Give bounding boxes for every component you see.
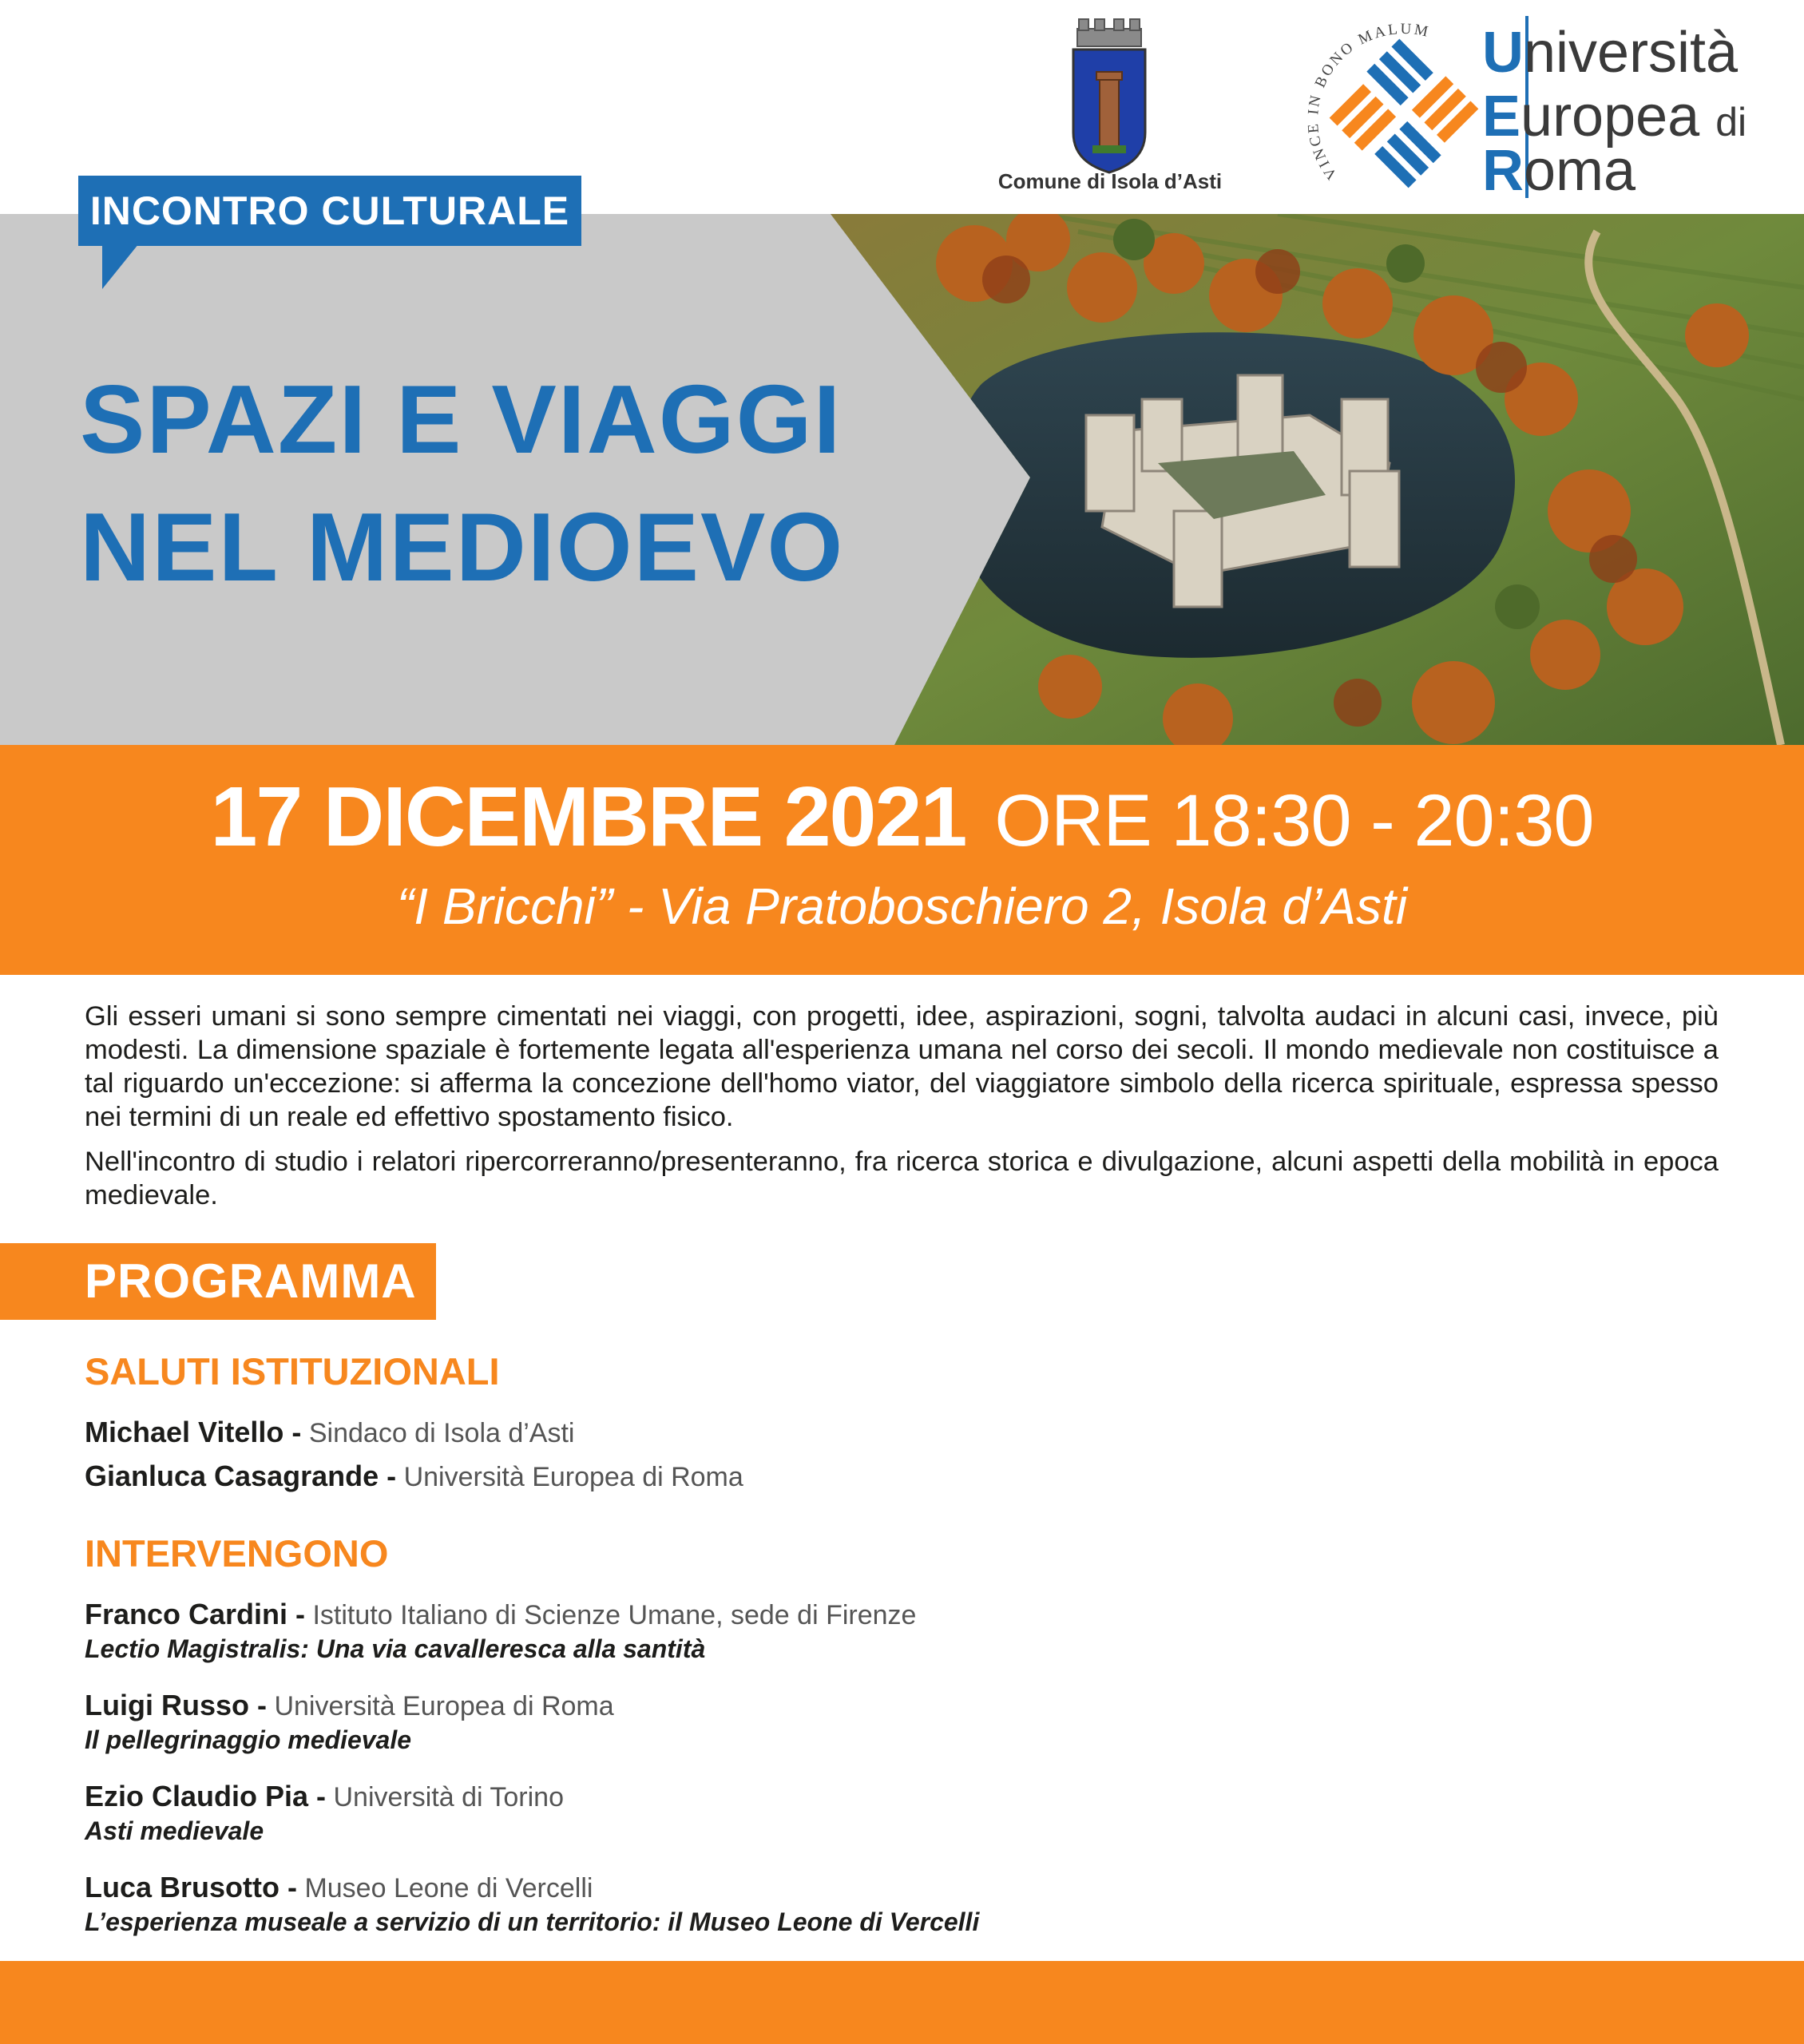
event-venue: “I Bricchi” - Via Pratoboschiero 2, Isola d’Asti	[396, 877, 1408, 935]
footer-band	[0, 1961, 1804, 2044]
tag-tail	[102, 240, 142, 289]
speaker-row-2: Luigi Russo - Università Europea di Roma	[85, 1689, 614, 1721]
uer-seal-lettering	[1302, 11, 1506, 216]
speaker-talk-1: Lectio Magistralis: Una via cavalleresca alla santità	[85, 1634, 706, 1663]
uer-name-line-3: Roma	[1482, 139, 1636, 203]
date-time-line	[0, 770, 1804, 864]
intro-paragraph-1: Gli esseri umani si sono sempre cimentati nei viaggi, con progetti, idee, aspirazioni, sogni, talvolta audaci in alcuni casi, invece, più modesti. La dimensione spaziale è fortemente legata all'esperienza umana nel corso dei secoli. Il mondo medievale non costituisce a tal riguardo un'eccezione: si afferma la concezione dell'homo viator, del viaggiatore simbolo della ricerca spirituale, espressa spesso nei termini di un reale ed effettivo spostamento fisico.	[85, 1001, 1719, 1132]
saluti-row-1: Michael Vitello - Sindaco di Isola d’Asti	[85, 1416, 575, 1448]
title-line-1: SPAZI E VIAGGI	[80, 365, 843, 473]
speaker-row-3: Ezio Claudio Pia - Università di Torino	[85, 1780, 564, 1812]
event-type-tag: INCONTRO CULTURALE	[89, 188, 570, 233]
event-date: 17 DICEMBRE 2021	[210, 770, 966, 864]
speaker-row-4: Luca Brusotto - Museo Leone di Vercelli	[85, 1871, 593, 1903]
title-line-2: NEL MEDIOEVO	[80, 493, 845, 601]
speaker-talk-2: Il pellegrinaggio medievale	[85, 1725, 412, 1754]
saluti-row-2: Gianluca Casagrande - Università Europea di Roma	[85, 1460, 743, 1492]
uer-name-line-2: Europea di	[1482, 85, 1747, 149]
speaker-row-1: Franco Cardini - Istituto Italiano di Scienze Umane, sede di Firenze	[85, 1598, 917, 1630]
programma-label: PROGRAMMA	[85, 1254, 417, 1308]
comune-label: Comune di Isola d’Asti	[997, 169, 1223, 193]
uer-name-line-1: Università	[1482, 21, 1739, 85]
speaker-talk-4: L’esperienza museale a servizio di un territorio: il Museo Leone di Vercelli	[85, 1907, 980, 1936]
saluti-heading: SALUTI ISTITUZIONALI	[85, 1350, 500, 1392]
svg-text:VINCE IN BONO MALUM: VINCE IN BONO MALUM	[1304, 20, 1432, 183]
intro-paragraph-2: Nell'incontro di studio i relatori ripercorreranno/presenteranno, fra ricerca storica e divulgazione, alcuni aspetti della mobilità in epoca medievale.	[85, 1147, 1719, 1210]
event-time: ORE 18:30 - 20:30	[994, 780, 1594, 862]
speaker-talk-3: Asti medievale	[85, 1816, 264, 1845]
interventi-heading: INTERVENGONO	[85, 1532, 389, 1575]
